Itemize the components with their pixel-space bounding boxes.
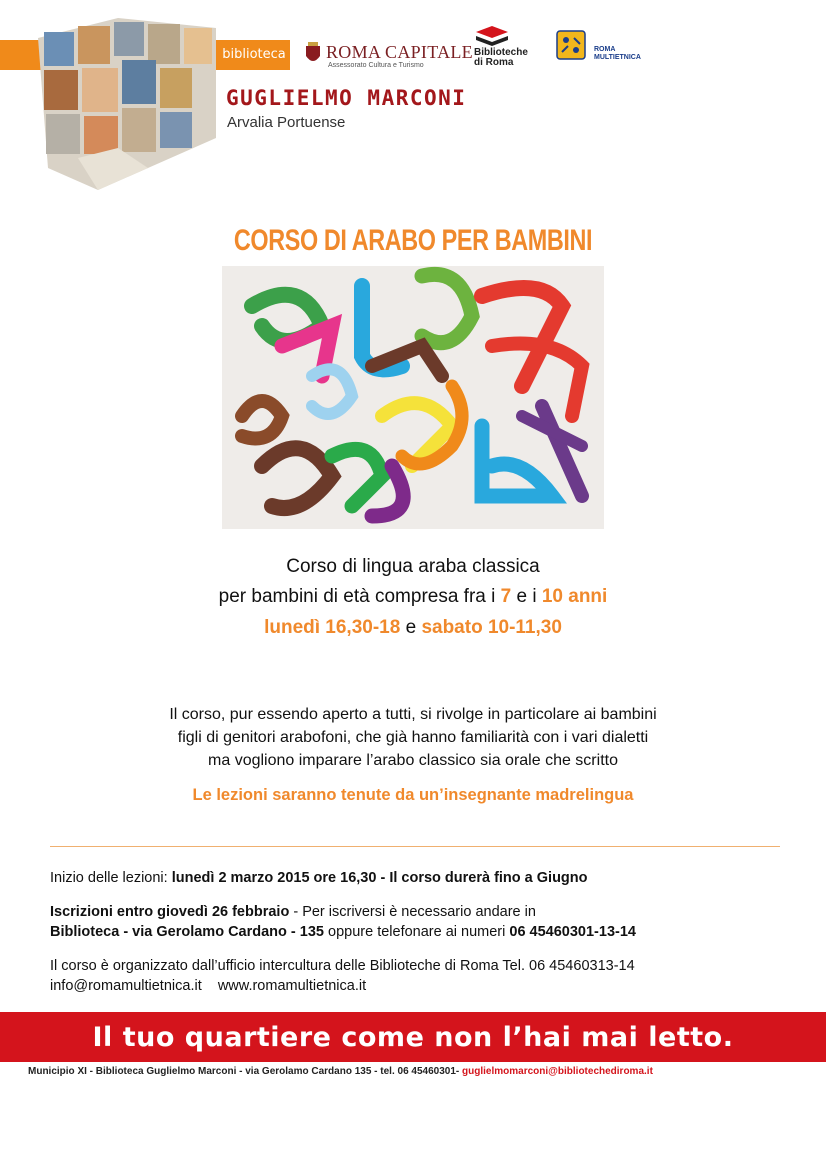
biblioteche-book-icon	[474, 24, 510, 48]
age-to: 10 anni	[541, 586, 608, 607]
slogan-text: Il tuo quartiere come non l’hai mai letto.	[92, 1022, 734, 1053]
contacts-line[interactable]: info@romamultietnica.it www.romamultietnica.it	[50, 978, 367, 994]
footer	[28, 1066, 653, 1077]
roma-multietnica-icon	[556, 30, 586, 60]
course-line2-prefix: per bambini di età compresa fra i	[218, 586, 501, 607]
course-line2	[0, 586, 826, 608]
teacher-note: Le lezioni saranno tenute da un’insegnante madrelingua	[192, 786, 634, 804]
schedule-mid: e	[400, 617, 422, 638]
roma-capitale-subtitle: Assessorato Cultura e Turismo	[328, 62, 424, 69]
age-from: 7	[500, 586, 512, 607]
roma-capitale-title: ROMA CAPITALE	[326, 42, 473, 62]
description-line1: Il corso, pur essendo aperto a tutti, si rivolge in particolare ai bambini	[169, 706, 657, 723]
start-label: Inizio delle lezioni:	[50, 870, 172, 886]
schedule-saturday: sabato 10-11,30	[421, 617, 562, 638]
course-line2-mid: e i	[511, 586, 542, 607]
library-area: Arvalia Portuense	[227, 114, 346, 131]
start-info	[50, 868, 588, 888]
footer-email-link[interactable]: guglielmomarconi@bibliotechediroma.it	[462, 1066, 653, 1077]
photo-collage-logo	[38, 18, 216, 190]
course-title: CORSO DI ARABO PER BAMBINI	[233, 224, 593, 257]
roma-multietnica-line1: ROMA	[594, 46, 616, 53]
description-line3: ma vogliono imparare l’arabo classico sia orale che scritto	[208, 752, 618, 769]
enrollment-info	[50, 902, 636, 942]
course-line1: Corso di lingua araba classica	[286, 556, 540, 577]
address-text: oppure telefonare ai numeri	[323, 924, 510, 940]
enrollment-line1	[50, 902, 636, 922]
phone-numbers: 06 45460301-13-14	[509, 924, 636, 940]
enroll-text: - Per iscriversi è necessario andare in	[289, 904, 536, 920]
enroll-deadline: Iscrizioni entro giovedì 26 febbraio	[50, 904, 290, 920]
biblioteche-line1: Biblioteche	[474, 47, 528, 58]
library-name: GUGLIELMO MARCONI	[226, 86, 467, 110]
library-address: Biblioteca - via Gerolamo Cardano - 135	[50, 924, 324, 940]
biblioteche-line2: di Roma	[474, 57, 514, 68]
organizer-line: Il corso è organizzato dall’ufficio intercultura delle Biblioteche di Roma Tel. 06 45460313-14	[50, 958, 635, 974]
description-paragraph	[0, 703, 826, 772]
description-line2: figli di genitori arabofoni, che già hanno familiarità con i vari dialetti	[177, 729, 649, 746]
start-value: lunedì 2 marzo 2015 ore 16,30 - Il corso durerà fino a Giugno	[171, 870, 588, 886]
biblioteca-tag: biblioteca	[222, 47, 286, 62]
schedule-monday: lunedì 16,30-18	[264, 617, 401, 638]
footer-text: Municipio XI - Biblioteca Guglielmo Marconi - via Gerolamo Cardano 135 - tel. 06 45460301-	[28, 1066, 463, 1077]
roma-multietnica-line2: MULTIETNICA	[594, 54, 641, 61]
arabic-letters-image	[222, 266, 604, 529]
biblioteche-di-roma-logo	[474, 48, 528, 68]
organizer-info	[50, 956, 635, 996]
roma-capitale-crest-icon	[304, 42, 322, 66]
roma-multietnica-text	[594, 46, 641, 62]
enrollment-line2	[50, 922, 636, 942]
divider	[50, 846, 780, 847]
course-schedule	[0, 617, 826, 639]
